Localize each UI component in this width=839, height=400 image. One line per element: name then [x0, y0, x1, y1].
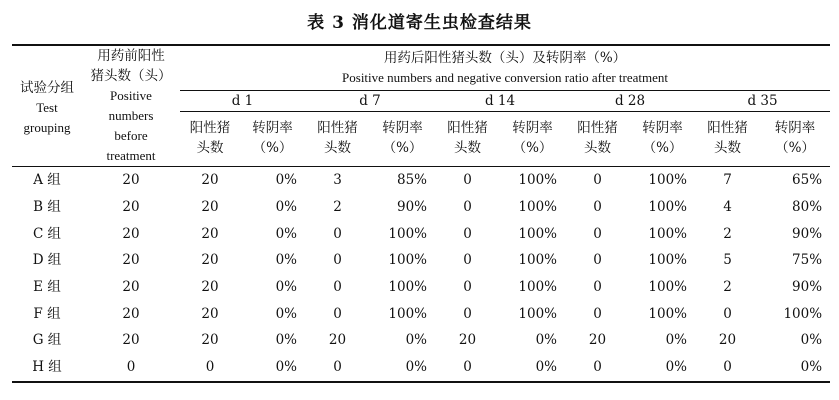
pos-header-line-2: 头数 — [714, 140, 741, 156]
positive-count-cell: 20 — [201, 305, 219, 322]
pos-header-line-1: 阳性猪 — [317, 120, 358, 136]
conversion-ratio-cell: 100% — [648, 199, 687, 216]
conversion-ratio-cell: 0% — [275, 359, 297, 376]
before-count-cell: 20 — [122, 279, 140, 296]
conversion-ratio-cell: 0% — [275, 172, 297, 189]
conversion-ratio-cell: 0% — [275, 332, 297, 349]
table-row — [12, 354, 830, 382]
group-cell: H 组 — [32, 359, 62, 376]
after-header-en: Positive numbers and negative conversion ratio after treatment — [342, 70, 669, 85]
positive-count-cell: 0 — [593, 279, 602, 296]
before-count-cell: 20 — [122, 332, 140, 349]
conversion-ratio-cell: 90% — [396, 199, 427, 216]
group-cell: C 组 — [32, 225, 62, 242]
positive-count-cell: 0 — [593, 172, 602, 189]
conversion-ratio-cell: 0% — [800, 359, 823, 376]
group-cell: B 组 — [33, 199, 61, 216]
positive-count-cell: 20 — [201, 225, 219, 242]
conversion-ratio-cell: 100% — [648, 225, 687, 242]
before-count-cell: 20 — [122, 199, 140, 216]
pos-header-line-1: 阳性猪 — [189, 120, 231, 136]
positive-count-cell: 0 — [463, 225, 472, 242]
positive-count-cell: 20 — [201, 332, 219, 349]
table-row — [12, 220, 830, 247]
conversion-ratio-cell: 100% — [388, 305, 427, 322]
after-header — [180, 45, 830, 91]
conversion-ratio-cell: 0% — [275, 199, 297, 216]
conversion-ratio-cell: 100% — [518, 279, 557, 296]
positive-count-cell: 2 — [723, 279, 732, 296]
table-row — [12, 274, 830, 301]
positive-count-cell: 0 — [463, 305, 472, 322]
conversion-ratio-header — [760, 112, 830, 167]
conversion-ratio-cell: 100% — [648, 279, 687, 296]
positive-count-cell: 0 — [333, 252, 342, 269]
before-header-en-2: numbers — [108, 108, 154, 123]
day-header-35: d 35 — [695, 91, 830, 112]
conversion-ratio-cell: 0% — [665, 332, 687, 349]
positive-count-cell: 5 — [723, 252, 732, 269]
conversion-ratio-cell: 75% — [792, 252, 823, 269]
results-table — [12, 44, 830, 383]
group-cell: F 组 — [33, 305, 61, 322]
conversion-ratio-cell: 0% — [405, 332, 427, 349]
positive-count-cell: 0 — [333, 359, 342, 376]
ratio-header-line-2: （%） — [512, 140, 553, 156]
conversion-ratio-cell: 0% — [275, 305, 297, 322]
ratio-header-line-1: 转阴率 — [252, 120, 293, 136]
before-header-cn-2: 猪头数（头） — [90, 68, 172, 84]
positive-heads-header — [565, 112, 630, 167]
ratio-header-line-1: 转阴率 — [512, 120, 553, 136]
group-header-cn: 试验分组 — [20, 80, 74, 96]
positive-count-cell: 20 — [328, 332, 347, 349]
conversion-ratio-cell: 0% — [275, 279, 297, 296]
conversion-ratio-cell: 90% — [792, 225, 823, 242]
conversion-ratio-header — [630, 112, 695, 167]
ratio-header-line-2: （%） — [252, 140, 293, 156]
table-title: 表 3 消化道寄生虫检查结果 — [307, 13, 532, 33]
conversion-ratio-cell: 100% — [518, 252, 557, 269]
positive-count-cell: 7 — [723, 172, 732, 189]
group-header — [12, 45, 82, 167]
conversion-ratio-cell: 100% — [648, 252, 687, 269]
positive-count-cell: 0 — [463, 279, 472, 296]
conversion-ratio-cell: 100% — [518, 199, 557, 216]
positive-count-cell: 0 — [593, 252, 602, 269]
positive-count-cell: 0 — [593, 305, 602, 322]
conversion-ratio-header — [240, 112, 305, 167]
group-cell: E 组 — [33, 279, 61, 296]
conversion-ratio-cell: 0% — [275, 225, 297, 242]
positive-count-cell: 0 — [463, 359, 472, 376]
positive-count-cell: 20 — [201, 199, 219, 216]
conversion-ratio-cell: 0% — [535, 359, 557, 376]
pos-header-line-2: 头数 — [584, 140, 611, 156]
positive-heads-header — [695, 112, 760, 167]
positive-count-cell: 0 — [333, 225, 342, 242]
conversion-ratio-cell: 100% — [388, 225, 427, 242]
before-count-cell: 20 — [122, 252, 140, 269]
group-cell: G 组 — [32, 332, 62, 349]
positive-count-cell: 0 — [593, 359, 602, 376]
conversion-ratio-cell: 0% — [275, 252, 297, 269]
ratio-header-line-2: （%） — [775, 140, 815, 156]
positive-count-cell: 20 — [201, 252, 219, 269]
positive-count-cell: 0 — [463, 172, 472, 189]
table-row — [12, 194, 830, 221]
day-header-28: d 28 — [565, 91, 695, 112]
day-header-14: d 14 — [435, 91, 565, 112]
group-cell: D 组 — [32, 252, 62, 269]
group-cell: A 组 — [33, 172, 61, 189]
conversion-ratio-cell: 0% — [800, 332, 823, 349]
before-header-en-3: before — [114, 128, 148, 143]
conversion-ratio-cell: 100% — [783, 305, 823, 322]
pos-header-line-2: 头数 — [196, 140, 224, 156]
after-header-cn: 用药后阳性猪头数（头）及转阴率（%） — [383, 50, 627, 66]
positive-count-cell: 0 — [333, 305, 342, 322]
ratio-header-line-1: 转阴率 — [774, 120, 816, 136]
conversion-ratio-header — [500, 112, 565, 167]
positive-count-cell: 20 — [201, 279, 219, 296]
positive-heads-header — [305, 112, 370, 167]
conversion-ratio-cell: 90% — [792, 279, 823, 296]
day-header-1: d 1 — [180, 91, 305, 112]
before-header-en-4: treatment — [106, 148, 156, 163]
ratio-header-line-1: 转阴率 — [642, 120, 683, 136]
table-row — [12, 327, 830, 354]
before-header-en-1: Positive — [110, 88, 152, 103]
pos-header-line-2: 头数 — [324, 140, 351, 156]
table-row — [12, 300, 830, 327]
before-count-cell: 20 — [122, 305, 140, 322]
conversion-ratio-cell: 65% — [792, 172, 823, 189]
before-header-cn-1: 用药前阳性 — [97, 48, 165, 64]
day-header-7: d 7 — [305, 91, 435, 112]
positive-count-cell: 20 — [458, 332, 477, 349]
conversion-ratio-cell: 100% — [648, 305, 687, 322]
before-count-cell: 20 — [122, 172, 140, 189]
group-header-en-1: Test — [36, 100, 58, 115]
positive-count-cell: 20 — [718, 332, 737, 349]
positive-count-cell: 0 — [205, 359, 215, 376]
positive-count-cell: 4 — [723, 199, 732, 216]
before-count-cell: 0 — [126, 359, 136, 376]
positive-count-cell: 0 — [723, 305, 732, 322]
ratio-header-line-1: 转阴率 — [382, 120, 423, 136]
conversion-ratio-cell: 0% — [665, 359, 687, 376]
conversion-ratio-cell: 100% — [518, 172, 557, 189]
pos-header-line-1: 阳性猪 — [577, 120, 618, 136]
conversion-ratio-cell: 100% — [388, 279, 427, 296]
conversion-ratio-header — [370, 112, 435, 167]
positive-heads-header — [435, 112, 500, 167]
conversion-ratio-cell: 100% — [518, 305, 557, 322]
pos-header-line-1: 阳性猪 — [707, 120, 748, 136]
positive-heads-header — [180, 112, 240, 167]
conversion-ratio-cell: 80% — [792, 199, 823, 216]
conversion-ratio-cell: 85% — [396, 172, 427, 189]
positive-count-cell: 0 — [463, 199, 472, 216]
before-header — [82, 45, 180, 167]
positive-count-cell: 0 — [593, 199, 602, 216]
positive-count-cell: 0 — [723, 359, 732, 376]
before-count-cell: 20 — [122, 225, 140, 242]
positive-count-cell: 0 — [333, 279, 342, 296]
conversion-ratio-cell: 100% — [648, 172, 687, 189]
positive-count-cell: 2 — [723, 225, 732, 242]
ratio-header-line-2: （%） — [642, 140, 683, 156]
ratio-header-line-2: （%） — [382, 140, 423, 156]
positive-count-cell: 0 — [593, 225, 602, 242]
table-row — [12, 247, 830, 274]
conversion-ratio-cell: 100% — [388, 252, 427, 269]
conversion-ratio-cell: 100% — [518, 225, 557, 242]
positive-count-cell: 0 — [463, 252, 472, 269]
positive-count-cell: 20 — [201, 172, 219, 189]
group-header-en-2: grouping — [23, 120, 71, 135]
positive-count-cell: 2 — [333, 199, 342, 216]
table-row — [12, 167, 830, 194]
positive-count-cell: 20 — [588, 332, 607, 349]
positive-count-cell: 3 — [333, 172, 342, 189]
conversion-ratio-cell: 0% — [535, 332, 557, 349]
pos-header-line-1: 阳性猪 — [447, 120, 488, 136]
pos-header-line-2: 头数 — [454, 140, 481, 156]
conversion-ratio-cell: 0% — [405, 359, 427, 376]
